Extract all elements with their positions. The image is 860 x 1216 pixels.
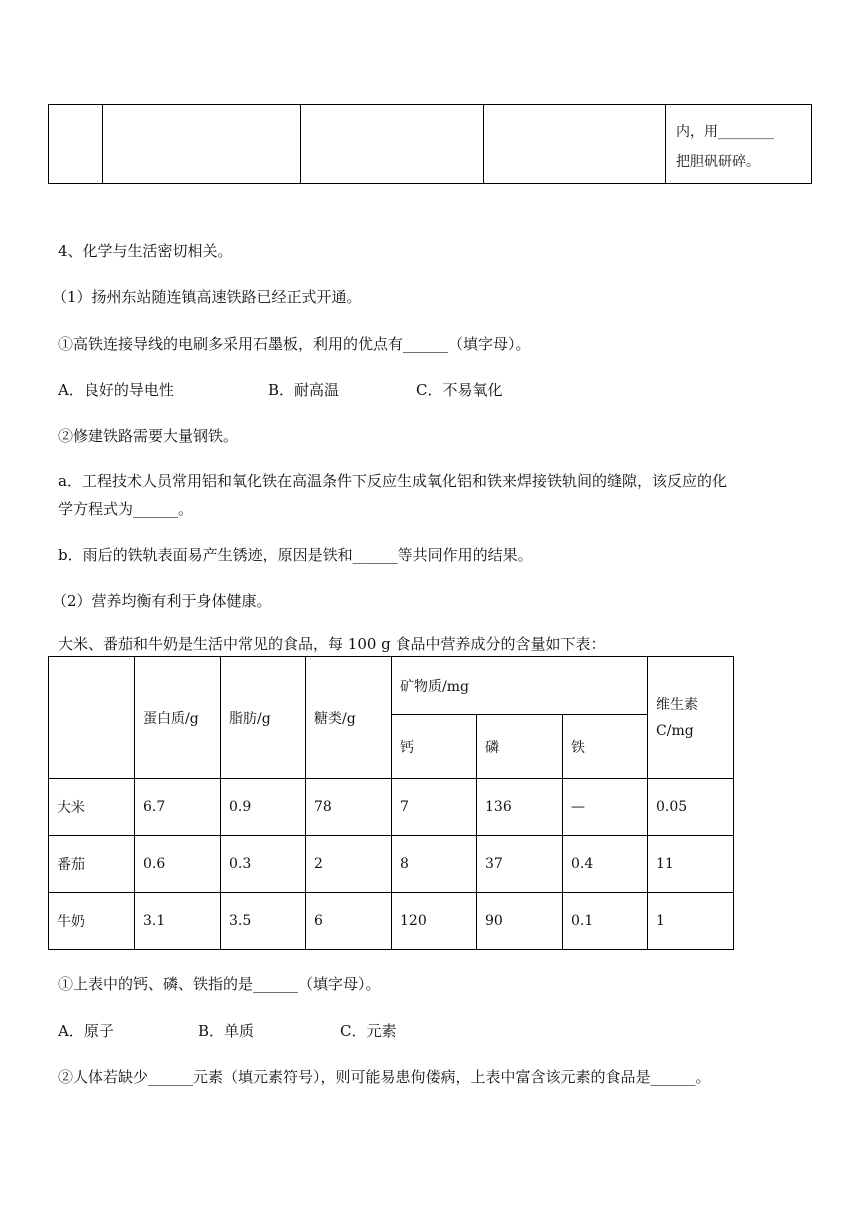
cell-calcium: 7 [392,779,477,836]
header-iron: 铁 [563,715,648,779]
part1-qa-line2: 学方程式为______。 [58,500,194,518]
table-row [49,836,734,893]
row-name: 牛奶 [49,893,135,950]
cell-vitamin: 1 [648,893,734,950]
header-phosphorus: 磷 [477,715,563,779]
cell-iron: 0.4 [563,836,648,893]
part2-q2: ②人体若缺少______元素（填元素符号），则可能易患佝偻病，上表中富含该元素的食品是______。 [58,1068,711,1086]
option-a: A．良好的导电性 [58,381,174,399]
header-protein: 蛋白质/g [135,657,221,779]
cell-calcium: 8 [392,836,477,893]
part1-qa-line1: a．工程技术人员常用铝和氧化铁在高温条件下反应生成氧化铝和铁来焊接铁轨间的缝隙，该反应的化 [58,472,727,490]
option-c: C．元素 [340,1022,397,1040]
cell-fat: 0.3 [221,836,306,893]
cell-phosphorus: 37 [477,836,563,893]
question-title: 4、化学与生活密切相关。 [58,242,233,260]
header-minerals: 矿物质/mg [392,657,648,715]
cont-text-2: 把胆矾研碎。 [676,154,760,170]
cont-cell-4 [484,105,666,184]
cont-cell-2 [103,105,301,184]
cell-iron: 0.1 [563,893,648,950]
header-sugar: 糖类/g [306,657,392,779]
header-vitamin [648,657,734,779]
row-name: 大米 [49,779,135,836]
part1-q1: ①高铁连接导线的电刷多采用石墨板，利用的优点有______（填字母）。 [58,335,531,353]
cell-sugar: 6 [306,893,392,950]
table-row [49,779,734,836]
cell-sugar: 2 [306,836,392,893]
cell-calcium: 120 [392,893,477,950]
part1-q2: ②修建铁路需要大量钢铁。 [58,427,239,445]
cell-fat: 0.9 [221,779,306,836]
option-c: C．不易氧化 [416,381,503,399]
cell-protein: 0.6 [135,836,221,893]
cell-fat: 3.5 [221,893,306,950]
header-vitamin-line2: C/mg [656,722,694,739]
part2-heading: （2）营养均衡有利于身体健康。 [52,592,272,610]
cell-phosphorus: 136 [477,779,563,836]
option-b: B．单质 [198,1022,255,1040]
cell-phosphorus: 90 [477,893,563,950]
part1-q1-options [58,379,502,400]
cell-iron: — [563,779,648,836]
part1-heading: （1）扬州东站随连镇高速铁路已经正式开通。 [52,288,362,306]
cell-sugar: 78 [306,779,392,836]
header-calcium: 钙 [392,715,477,779]
continuation-table [48,104,812,184]
option-b: B．耐高温 [268,381,340,399]
cell-vitamin: 0.05 [648,779,734,836]
table-row [49,893,734,950]
cont-cell-5 [666,105,812,184]
header-vitamin-line1: 维生素 [656,696,699,713]
cell-protein: 3.1 [135,893,221,950]
option-a: A．原子 [58,1022,114,1040]
cell-protein: 6.7 [135,779,221,836]
cont-cell-1 [49,105,103,184]
cont-cell-3 [301,105,484,184]
part2-intro: 大米、番茄和牛奶是生活中常见的食品，每 100 g 食品中营养成分的含量如下表： [58,635,606,653]
part2-q1-options [58,1020,396,1041]
cell-vitamin: 11 [648,836,734,893]
header-fat: 脂肪/g [221,657,306,779]
row-name: 番茄 [49,836,135,893]
nutrition-table [48,656,734,950]
part2-q1: ①上表中的钙、磷、铁指的是______（填字母）。 [58,975,381,993]
cont-text-1: 内，用________ [676,124,774,140]
header-empty [49,657,135,779]
part1-qb: b．雨后的铁轨表面易产生锈迹，原因是铁和______等共同作用的结果。 [58,546,533,564]
